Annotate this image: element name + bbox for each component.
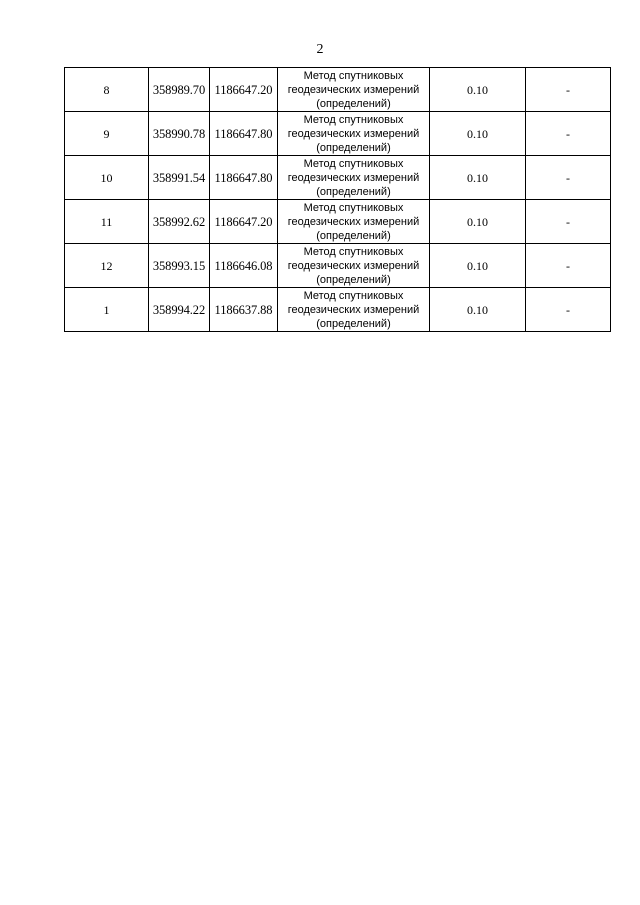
method-line: геодезических измерений	[287, 215, 420, 228]
method-cell	[278, 68, 430, 112]
note-cell: -	[526, 288, 611, 332]
method-line: геодезических измерений	[287, 303, 420, 316]
y-coordinate-cell: 1186647.80	[210, 112, 278, 156]
table-row	[65, 156, 611, 200]
method-line: Метод спутниковых	[303, 69, 404, 82]
table-row	[65, 244, 611, 288]
point-number-cell: 12	[65, 244, 149, 288]
method-line: (определений)	[316, 229, 391, 242]
method-cell	[278, 288, 430, 332]
method-line: (определений)	[316, 273, 391, 286]
point-number-cell: 10	[65, 156, 149, 200]
point-number-cell: 8	[65, 68, 149, 112]
method-line: (определений)	[316, 317, 391, 330]
note-cell: -	[526, 112, 611, 156]
y-coordinate-cell: 1186647.20	[210, 200, 278, 244]
x-coordinate-cell: 358989.70	[149, 68, 210, 112]
note-cell: -	[526, 244, 611, 288]
method-line: Метод спутниковых	[303, 289, 404, 302]
method-cell	[278, 244, 430, 288]
note-cell: -	[526, 200, 611, 244]
accuracy-cell: 0.10	[430, 68, 526, 112]
method-line: геодезических измерений	[287, 259, 420, 272]
accuracy-cell: 0.10	[430, 288, 526, 332]
x-coordinate-cell: 358990.78	[149, 112, 210, 156]
method-line: (определений)	[316, 185, 391, 198]
point-number-cell: 9	[65, 112, 149, 156]
accuracy-cell: 0.10	[430, 156, 526, 200]
page-number: 2	[316, 42, 324, 57]
note-cell: -	[526, 68, 611, 112]
y-coordinate-cell: 1186647.20	[210, 68, 278, 112]
method-line: (определений)	[316, 141, 391, 154]
table-row	[65, 288, 611, 332]
method-cell	[278, 112, 430, 156]
method-line: геодезических измерений	[287, 83, 420, 96]
x-coordinate-cell: 358993.15	[149, 244, 210, 288]
accuracy-cell: 0.10	[430, 112, 526, 156]
note-cell: -	[526, 156, 611, 200]
y-coordinate-cell: 1186646.08	[210, 244, 278, 288]
point-number-cell: 11	[65, 200, 149, 244]
method-line: Метод спутниковых	[303, 245, 404, 258]
method-line: (определений)	[316, 97, 391, 110]
method-line: геодезических измерений	[287, 171, 420, 184]
method-line: геодезических измерений	[287, 127, 420, 140]
coordinates-table	[64, 67, 611, 332]
table-row	[65, 200, 611, 244]
x-coordinate-cell: 358992.62	[149, 200, 210, 244]
accuracy-cell: 0.10	[430, 244, 526, 288]
table-row	[65, 112, 611, 156]
x-coordinate-cell: 358994.22	[149, 288, 210, 332]
method-line: Метод спутниковых	[303, 113, 404, 126]
method-cell	[278, 200, 430, 244]
y-coordinate-cell: 1186637.88	[210, 288, 278, 332]
x-coordinate-cell: 358991.54	[149, 156, 210, 200]
method-line: Метод спутниковых	[303, 201, 404, 214]
table-row	[65, 68, 611, 112]
y-coordinate-cell: 1186647.80	[210, 156, 278, 200]
accuracy-cell: 0.10	[430, 200, 526, 244]
point-number-cell: 1	[65, 288, 149, 332]
method-line: Метод спутниковых	[303, 157, 404, 170]
method-cell	[278, 156, 430, 200]
